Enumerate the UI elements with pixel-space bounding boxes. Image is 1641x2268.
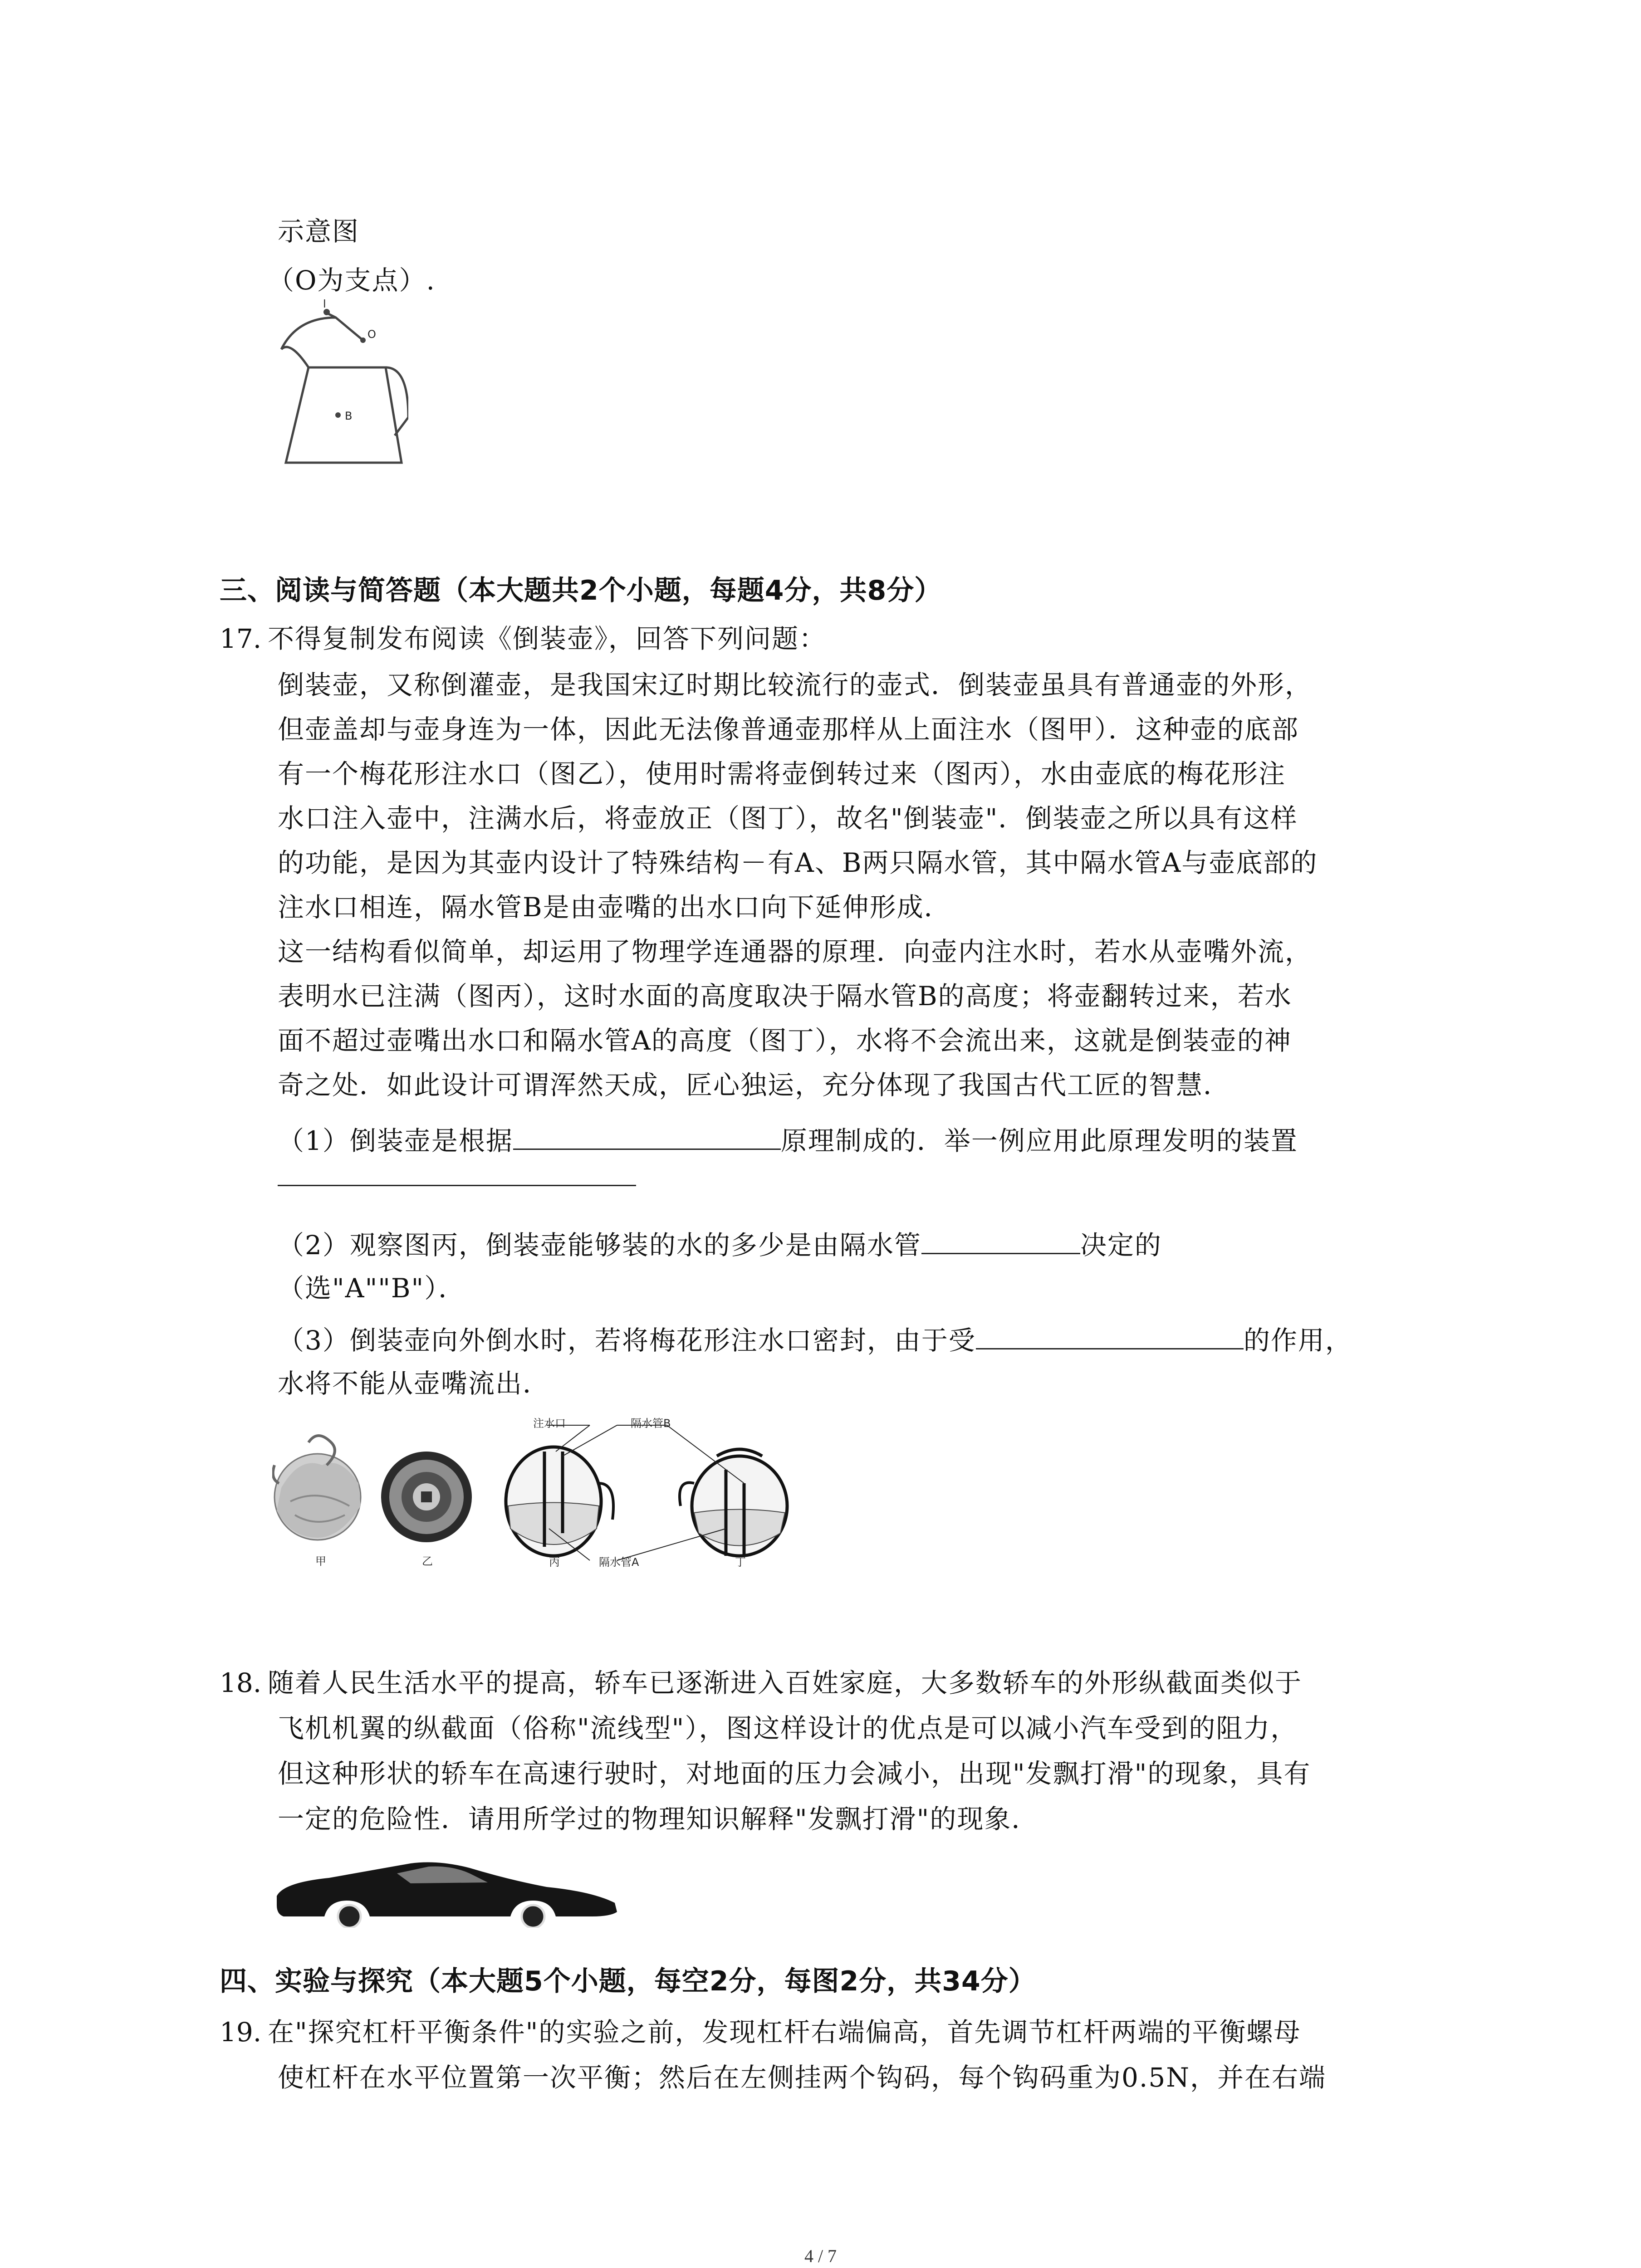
inverted-pot-figures [272, 1415, 808, 1569]
subquestion-3 [278, 1320, 1352, 1359]
question-19-number: 19. [220, 2017, 262, 2048]
section-3-heading: 三、阅读与简答题（本大题共2个小题，每题4分，共8分） [220, 575, 942, 606]
paragraph-line: 倒装壶，又称倒灌壶，是我国宋辽时期比较流行的壶式．倒装壶虽具有普通壶的外形， [278, 670, 1313, 700]
subquestion-2-text-a: （2）观察图丙，倒装壶能够装的水的多少是由隔水管 [278, 1230, 921, 1261]
pivot-note: （O为支点）. [268, 265, 436, 296]
paragraph-line: 的功能，是因为其壶内设计了特殊结构－有A、B两只隔水管，其中隔水管A与壶底部的 [278, 847, 1318, 878]
subquestion-1 [278, 1120, 1298, 1159]
label-yi: 乙 [422, 1555, 433, 1568]
label-l: l [323, 299, 326, 310]
paragraph-line: 表明水已注满（图丙），这时水面的高度取决于隔水管B的高度；将壶翻转过来，若水 [278, 981, 1292, 1012]
label-jia: 甲 [315, 1555, 326, 1568]
subquestion-2-text-b: 决定的 [1080, 1230, 1162, 1261]
question-18-line: 随着人民生活水平的提高，轿车已逐渐进入百姓家庭，大多数轿车的外形纵截面类似于 [268, 1667, 1303, 1698]
label-b: B [345, 410, 353, 422]
subquestion-3-text-a: （3）倒装壶向外倒水时，若将梅花形注水口密封，由于受 [278, 1325, 976, 1356]
answer-blank-1[interactable] [513, 1120, 781, 1150]
section-4-heading: 四、实验与探究（本大题5个小题，每空2分，每图2分，共34分） [220, 1965, 1036, 1997]
subquestion-1-text-a: （1）倒装壶是根据 [278, 1125, 513, 1156]
question-17-number: 17. [220, 623, 262, 654]
subquestion-3-cont: 水将不能从壶嘴流出． [278, 1368, 550, 1399]
paragraph-line: 奇之处．如此设计可谓浑然天成，匠心独运，充分体现了我国古代工匠的智慧． [278, 1070, 1231, 1100]
paragraph-line: 注水口相连，隔水管B是由壶嘴的出水口向下延伸形成． [278, 892, 951, 923]
question-17-intro: 不得复制发布阅读《倒装壶》，回答下列问题： [268, 623, 827, 654]
question-18-line: 飞机机翼的纵截面（俗称"流线型"），图这样设计的优点是可以减小汽车受到的阻力， [278, 1713, 1298, 1744]
label-tube-b: 隔水管B [631, 1417, 671, 1430]
paragraph-line: 有一个梅花形注水口（图乙），使用时需将壶倒转过来（图丙），水由壶底的梅花形注 [278, 758, 1286, 789]
pot-bottom-photo-yi [381, 1452, 472, 1542]
question-18-line: 一定的危险性．请用所学过的物理知识解释"发飘打滑"的现象． [278, 1804, 1039, 1834]
answer-blank-3[interactable] [976, 1320, 1244, 1349]
pot-photo-jia [273, 1436, 361, 1540]
label-tube-a: 隔水管A [599, 1556, 639, 1569]
paragraph-line: 水口注入壶中，注满水后，将壶放正（图丁），故名"倒装壶"．倒装壶之所以具有这样 [278, 803, 1298, 834]
kettle-diagram [272, 299, 408, 481]
page-number: 4 / 7 [804, 2246, 837, 2266]
question-19-line: 在"探究杠杆平衡条件"的实验之前，发现杠杆右端偏高，首先调节杠杆两端的平衡螺母 [268, 2017, 1301, 2048]
label-ding: 丁 [735, 1556, 746, 1569]
car-silhouette [274, 1855, 619, 1928]
paragraph-line: 面不超过壶嘴出水口和隔水管A的高度（图丁），水将不会流出来，这就是倒装壶的神 [278, 1025, 1292, 1056]
figure-caption-line: 示意图 [278, 216, 360, 247]
label-bing: 丙 [549, 1556, 560, 1569]
paragraph-line: 但壶盖却与壶身连为一体，因此无法像普通壶那样从上面注水（图甲）．这种壶的底部 [278, 714, 1299, 745]
cross-section-ding [680, 1449, 787, 1556]
subquestion-2 [278, 1225, 1162, 1263]
label-inlet: 注水口 [533, 1417, 566, 1430]
subquestion-3-text-b: 的作用， [1243, 1325, 1352, 1356]
label-o: O [367, 328, 376, 341]
subquestion-2-choice: （选"A""B"）． [278, 1273, 466, 1304]
question-18-number: 18. [220, 1667, 262, 1698]
answer-blank-device[interactable] [278, 1185, 636, 1186]
paragraph-line: 这一结构看似简单，却运用了物理学连通器的原理．向壶内注水时，若水从壶嘴外流， [278, 936, 1313, 967]
cross-section-bing [506, 1447, 613, 1556]
question-18-line: 但这种形状的轿车在高速行驶时，对地面的压力会减小，出现"发飘打滑"的现象，具有 [278, 1758, 1311, 1789]
subquestion-1-text-b: 原理制成的．举一例应用此原理发明的装置 [780, 1125, 1298, 1156]
answer-blank-2[interactable] [921, 1225, 1080, 1254]
question-19-line: 使杠杆在水平位置第一次平衡；然后在左侧挂两个钩码，每个钩码重为0.5N，并在右端 [278, 2062, 1326, 2093]
